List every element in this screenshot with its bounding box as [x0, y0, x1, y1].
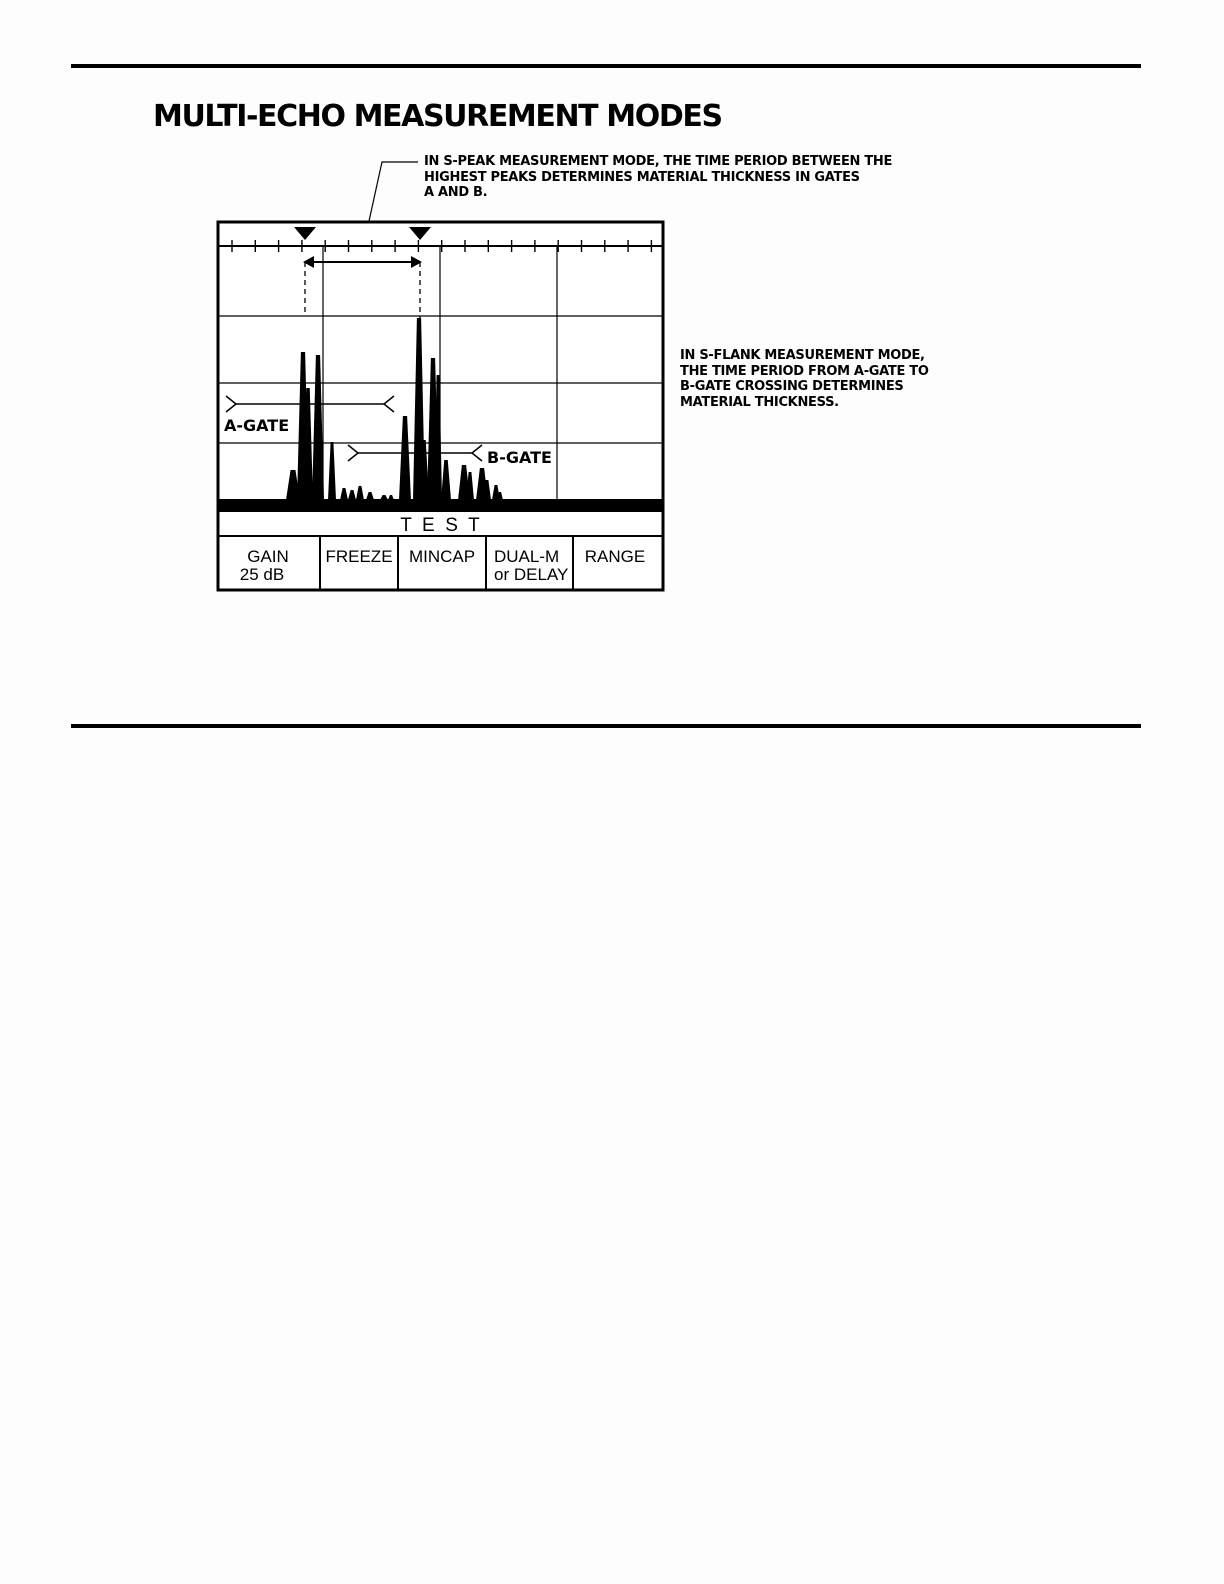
softkey-gain-label: GAIN: [247, 547, 289, 566]
softkey-mincap-label: MINCAP: [408, 547, 476, 566]
a-gate-label: A-GATE: [224, 416, 290, 435]
softkey-gain: [240, 547, 289, 584]
softkey-range: [585, 547, 645, 566]
softkey-mincap: [409, 547, 475, 566]
softkey-range-label: RANGE: [584, 547, 646, 566]
page-title: MULTI-ECHO MEASUREMENT MODES: [153, 99, 722, 134]
softkey-dual-m: [494, 547, 568, 584]
status-text: T E S T: [400, 515, 480, 536]
softkey-dual-m-sublabel: or DELAY: [494, 565, 569, 584]
softkey-dual-m-label: DUAL-M: [494, 547, 560, 566]
softkey-freeze-label: FREEZE: [325, 547, 393, 566]
softkey-gain-value: 25 dB: [239, 565, 285, 584]
signal-baseline: [218, 499, 663, 512]
s-flank-callout: IN S-FLANK MEASUREMENT MODE, THE TIME PERIOD FROM A-GATE TO B-GATE CROSSING DETERMINES MATERIAL THICKNESS.: [680, 348, 929, 410]
softkey-freeze: [325, 547, 392, 566]
b-gate-label: B-GATE: [487, 448, 552, 467]
s-peak-callout: IN S-PEAK MEASUREMENT MODE, THE TIME PERIOD BETWEEN THE HIGHEST PEAKS DETERMINES MATERIAL THICKNESS IN GATES A AND B.: [424, 154, 893, 201]
bottom-rule: [71, 724, 1141, 728]
